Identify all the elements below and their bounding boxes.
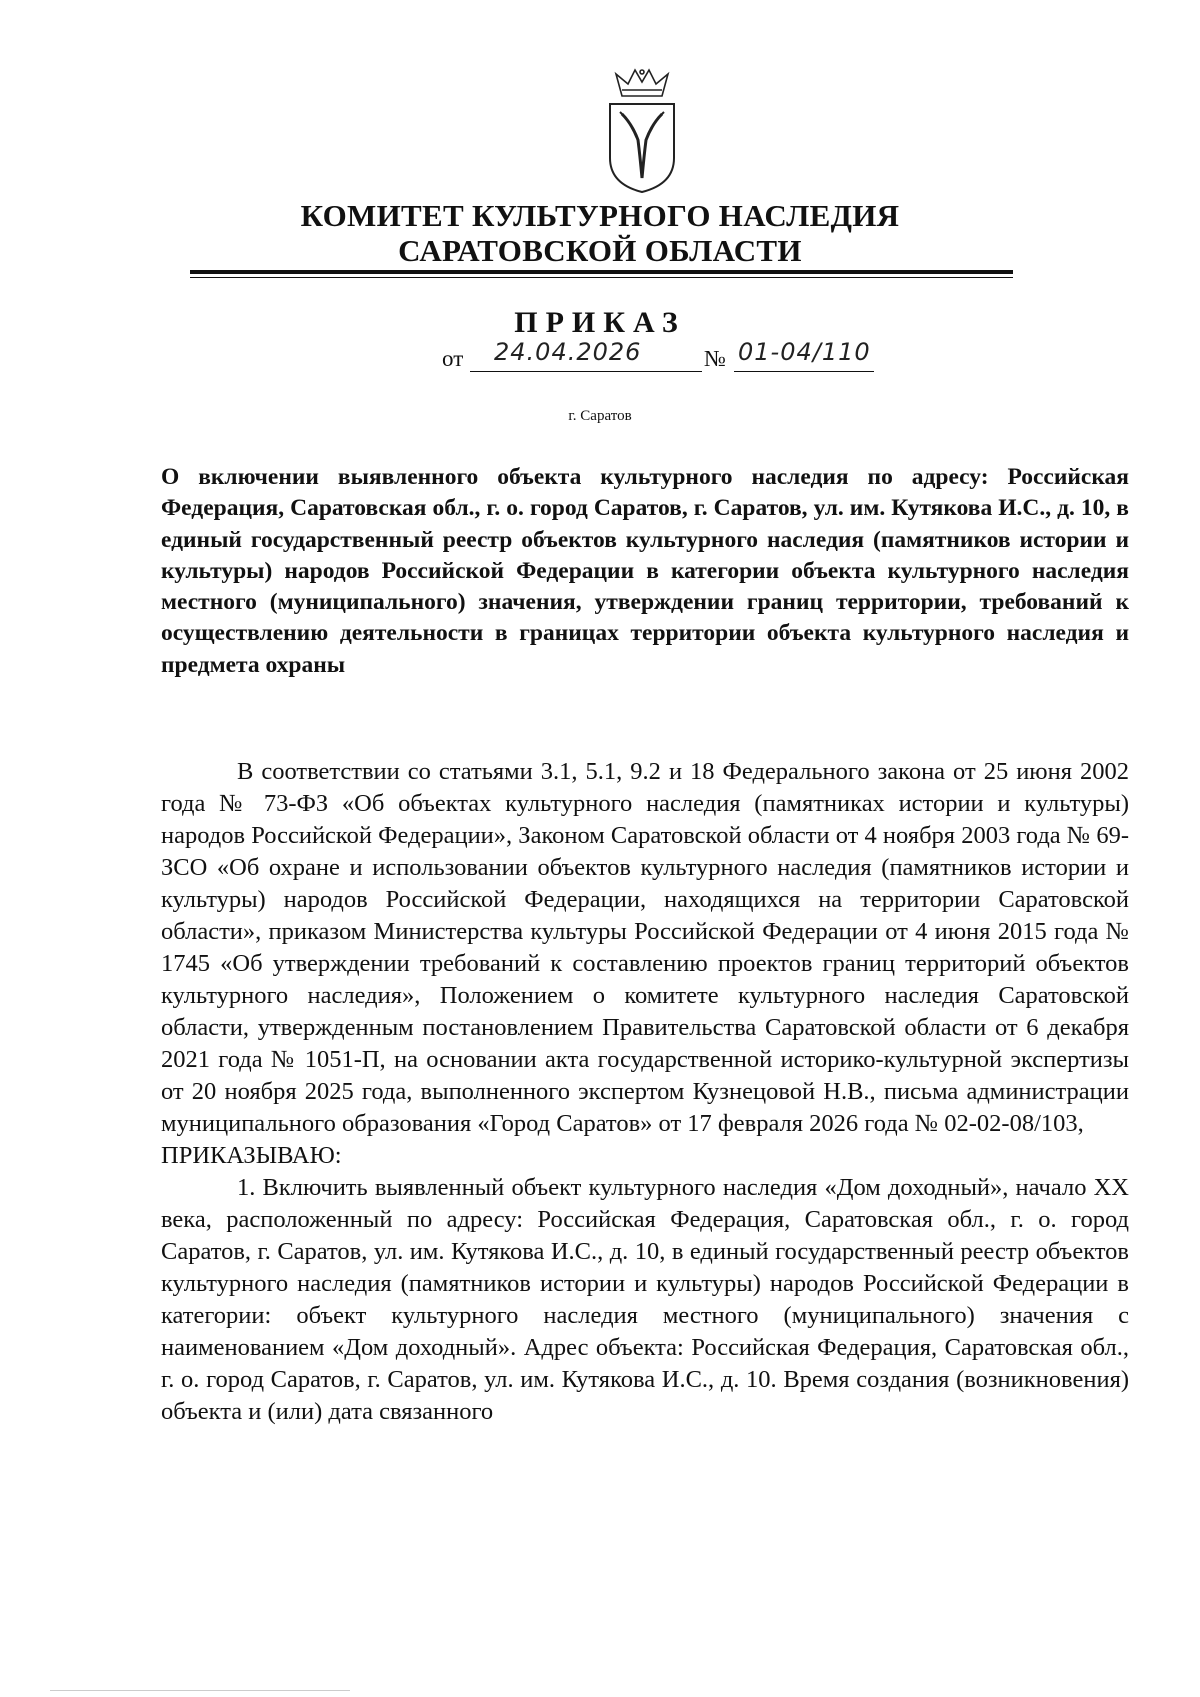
saratov-coat-of-arms-icon xyxy=(602,66,682,194)
document-body xyxy=(161,756,1129,1428)
date-underline xyxy=(470,371,702,372)
number-handwritten: 01-04/110 xyxy=(738,338,871,366)
number-underline xyxy=(734,371,874,372)
organization-name-line2: САРАТОВСКОЙ ОБЛАСТИ xyxy=(398,233,802,268)
header-rule-thick xyxy=(190,270,1013,274)
document-type: ПРИКАЗ xyxy=(514,306,686,339)
organization-name-line1: КОМИТЕТ КУЛЬТУРНОГО НАСЛЕДИЯ xyxy=(300,198,900,233)
document-title: О включении выявленного объекта культурного наследия по адресу: Российская Федерация, Саратовская обл., г. о. город Саратов, г. Саратов, ул. им. Кутякова И.С., д. 10, в единый государственный реестр объектов культурного наследия (памятников истории и культуры) народов Российской Федерации в категории объекта культурного наследия местного (муниципального) значения, утверждении границ территории, требований к осуществлению деятельности в границах территории объекта культурного наследия и предмета охраны xyxy=(161,464,1129,678)
date-handwritten: 24.04.2026 xyxy=(494,338,642,366)
number-prefix: № xyxy=(704,346,726,371)
city-line: г. Саратов xyxy=(568,408,632,424)
item-1-paragraph: 1. Включить выявленный объект культурного наследия «Дом доходный», начало XX века, расположенный по адресу: Российская Федерация, Саратовская обл., г. о. город Саратов, г. Саратов, ул. им. Кутякова И.С., д. 10, в единый государственный реестр объектов культурного наследия (памятников истории и культуры) народов Российской Федерации в категории: объект культурного наследия местного (муниципального) значения с наименованием «Дом доходный». Адрес объекта: Российская Федерация, Саратовская обл., г. о. город Саратов, г. Саратов, ул. им. Кутякова И.С., д. 10. Время создания (возникновения) объекта и (или) дата связанного xyxy=(161,1174,1129,1425)
order-word: ПРИКАЗЫВАЮ: xyxy=(161,1142,342,1169)
date-prefix: от xyxy=(442,346,464,371)
scan-edge-mark xyxy=(50,1690,350,1691)
preamble-paragraph: В соответствии со статьями 3.1, 5.1, 9.2 и 18 Федерального закона от 25 июня 2002 года № 73-ФЗ «Об объектах культурного наследия (памятниках истории и культуры) народов Российской Федерации», Законом Саратовской области от 4 ноября 2003 года № 69-ЗСО «Об охране и использовании объектов культурного наследия (памятников истории и культуры) народов Российской Федерации, находящихся на территории Саратовской области», приказом Министерства культуры Российской Федерации от 4 июня 2015 года № 1745 «Об утверждении требований к составлению проектов границ территорий объектов культурного наследия», Положением о комитете культурного наследия Саратовской области, утвержденным постановлением Правительства Саратовской области от 6 декабря 2021 года № 1051-П, на основании акта государственной историко-культурной экспертизы от 20 ноября 2025 года, выполненного экспертом Кузнецовой Н.В., письма администрации муниципального образования «Город Саратов» от 17 февраля 2026 года № 02-02-08/103, xyxy=(161,758,1129,1137)
header-rule-thin xyxy=(190,277,1013,278)
